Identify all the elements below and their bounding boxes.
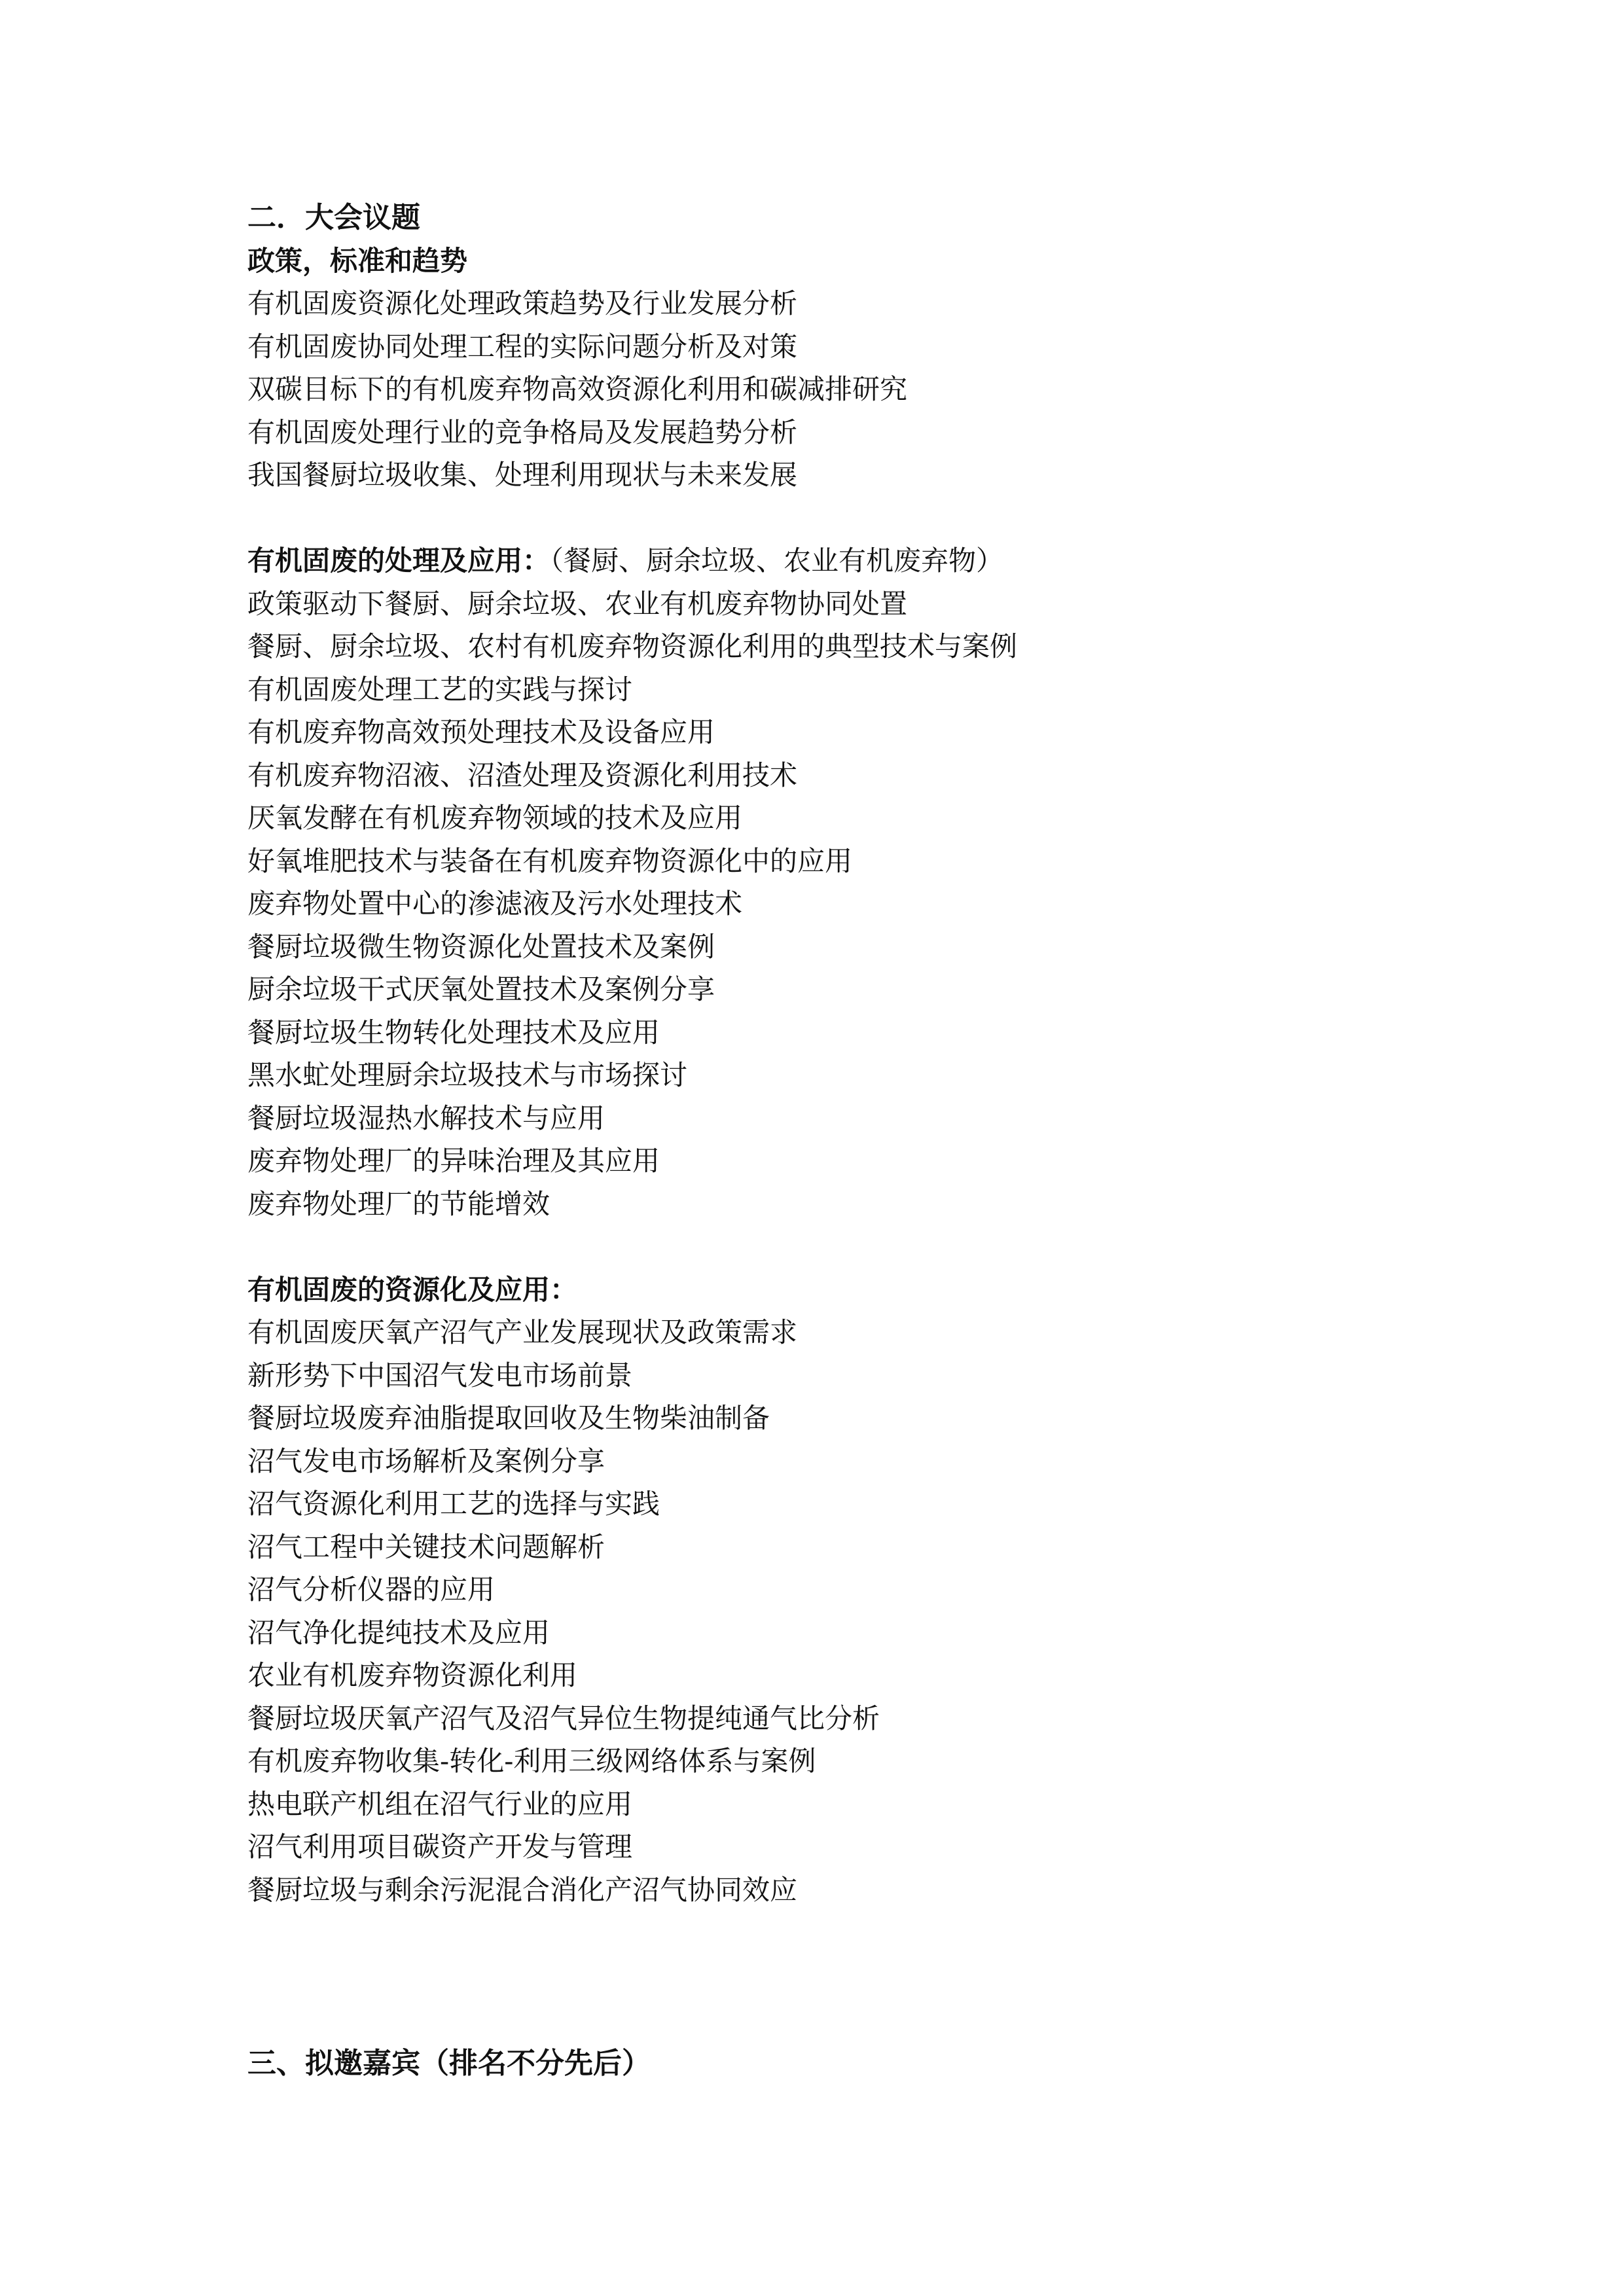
list-item: 废弃物处理厂的异味治理及其应用 bbox=[247, 1145, 660, 1177]
group2-note: （餐厨、厨余垃圾、农业有机废弃物） bbox=[550, 545, 1004, 577]
document-page bbox=[247, 196, 1491, 2085]
group2-heading bbox=[247, 539, 1491, 583]
list-item: 有机固废处理行业的竞争格局及发展趋势分析 bbox=[247, 416, 798, 448]
list-item: 有机固废协同处理工程的实际问题分析及对策 bbox=[247, 330, 798, 363]
list-item: 黑水虻处理厨余垃圾技术与市场探讨 bbox=[247, 1059, 688, 1091]
list-item: 政策驱动下餐厨、厨余垃圾、农业有机废弃物协同处置 bbox=[247, 587, 908, 620]
spacer bbox=[247, 497, 1491, 540]
section3-heading: 三、拟邀嘉宾（排名不分先后） bbox=[247, 2047, 651, 2080]
list-item: 农业有机废弃物资源化利用 bbox=[247, 1659, 578, 1691]
list-item: 有机废弃物收集-转化-利用三级网络体系与案例 bbox=[247, 1745, 816, 1777]
list-item: 餐厨垃圾与剩余污泥混合消化产沼气协同效应 bbox=[247, 1873, 798, 1906]
list-item: 餐厨垃圾湿热水解技术与应用 bbox=[247, 1102, 605, 1134]
group3-list bbox=[247, 1311, 1491, 1911]
list-item: 有机固废资源化处理政策趋势及行业发展分析 bbox=[247, 287, 798, 319]
list-item: 餐厨垃圾厌氧产沼气及沼气异位生物提纯通气比分析 bbox=[247, 1702, 880, 1734]
spacer bbox=[247, 1911, 1491, 2042]
list-item: 有机固废处理工艺的实践与探讨 bbox=[247, 673, 633, 706]
list-item: 废弃物处理厂的节能增效 bbox=[247, 1187, 550, 1220]
list-item: 好氧堆肥技术与装备在有机废弃物资源化中的应用 bbox=[247, 844, 853, 877]
spacer bbox=[247, 1225, 1491, 1268]
list-item: 餐厨垃圾生物转化处理技术及应用 bbox=[247, 1016, 660, 1049]
list-item: 有机废弃物沼液、沼渣处理及资源化利用技术 bbox=[247, 759, 798, 791]
list-item: 餐厨、厨余垃圾、农村有机废弃物资源化利用的典型技术与案例 bbox=[247, 630, 1018, 662]
list-item: 沼气净化提纯技术及应用 bbox=[247, 1616, 550, 1649]
group2-list bbox=[247, 583, 1491, 1226]
list-item: 废弃物处置中心的渗滤液及污水处理技术 bbox=[247, 888, 743, 920]
list-item: 餐厨垃圾废弃油脂提取回收及生物柴油制备 bbox=[247, 1402, 770, 1434]
list-item: 我国餐厨垃圾收集、处理利用现状与未来发展 bbox=[247, 459, 798, 491]
group2-title: 有机固废的处理及应用： bbox=[247, 545, 550, 577]
list-item: 新形势下中国沼气发电市场前景 bbox=[247, 1359, 633, 1391]
list-item: 沼气工程中关键技术问题解析 bbox=[247, 1530, 605, 1563]
group3-heading: 有机固废的资源化及应用： bbox=[247, 1273, 578, 1306]
list-item: 沼气分析仪器的应用 bbox=[247, 1573, 496, 1605]
list-item: 沼气发电市场解析及案例分享 bbox=[247, 1444, 605, 1477]
list-item: 沼气利用项目碳资产开发与管理 bbox=[247, 1831, 633, 1863]
group1-list bbox=[247, 282, 1491, 497]
list-item: 有机固废厌氧产沼气产业发展现状及政策需求 bbox=[247, 1316, 798, 1348]
list-item: 厌氧发酵在有机废弃物领域的技术及应用 bbox=[247, 802, 743, 834]
list-item: 热电联产机组在沼气行业的应用 bbox=[247, 1787, 633, 1820]
section2-heading: 二．大会议题 bbox=[247, 201, 420, 234]
list-item: 厨余垃圾干式厌氧处置技术及案例分享 bbox=[247, 973, 715, 1005]
list-item: 有机废弃物高效预处理技术及设备应用 bbox=[247, 716, 715, 748]
group1-heading: 政策，标准和趋势 bbox=[247, 244, 468, 277]
list-item: 双碳目标下的有机废弃物高效资源化利用和碳减排研究 bbox=[247, 373, 908, 405]
list-item: 沼气资源化利用工艺的选择与实践 bbox=[247, 1488, 660, 1520]
list-item: 餐厨垃圾微生物资源化处置技术及案例 bbox=[247, 930, 715, 963]
